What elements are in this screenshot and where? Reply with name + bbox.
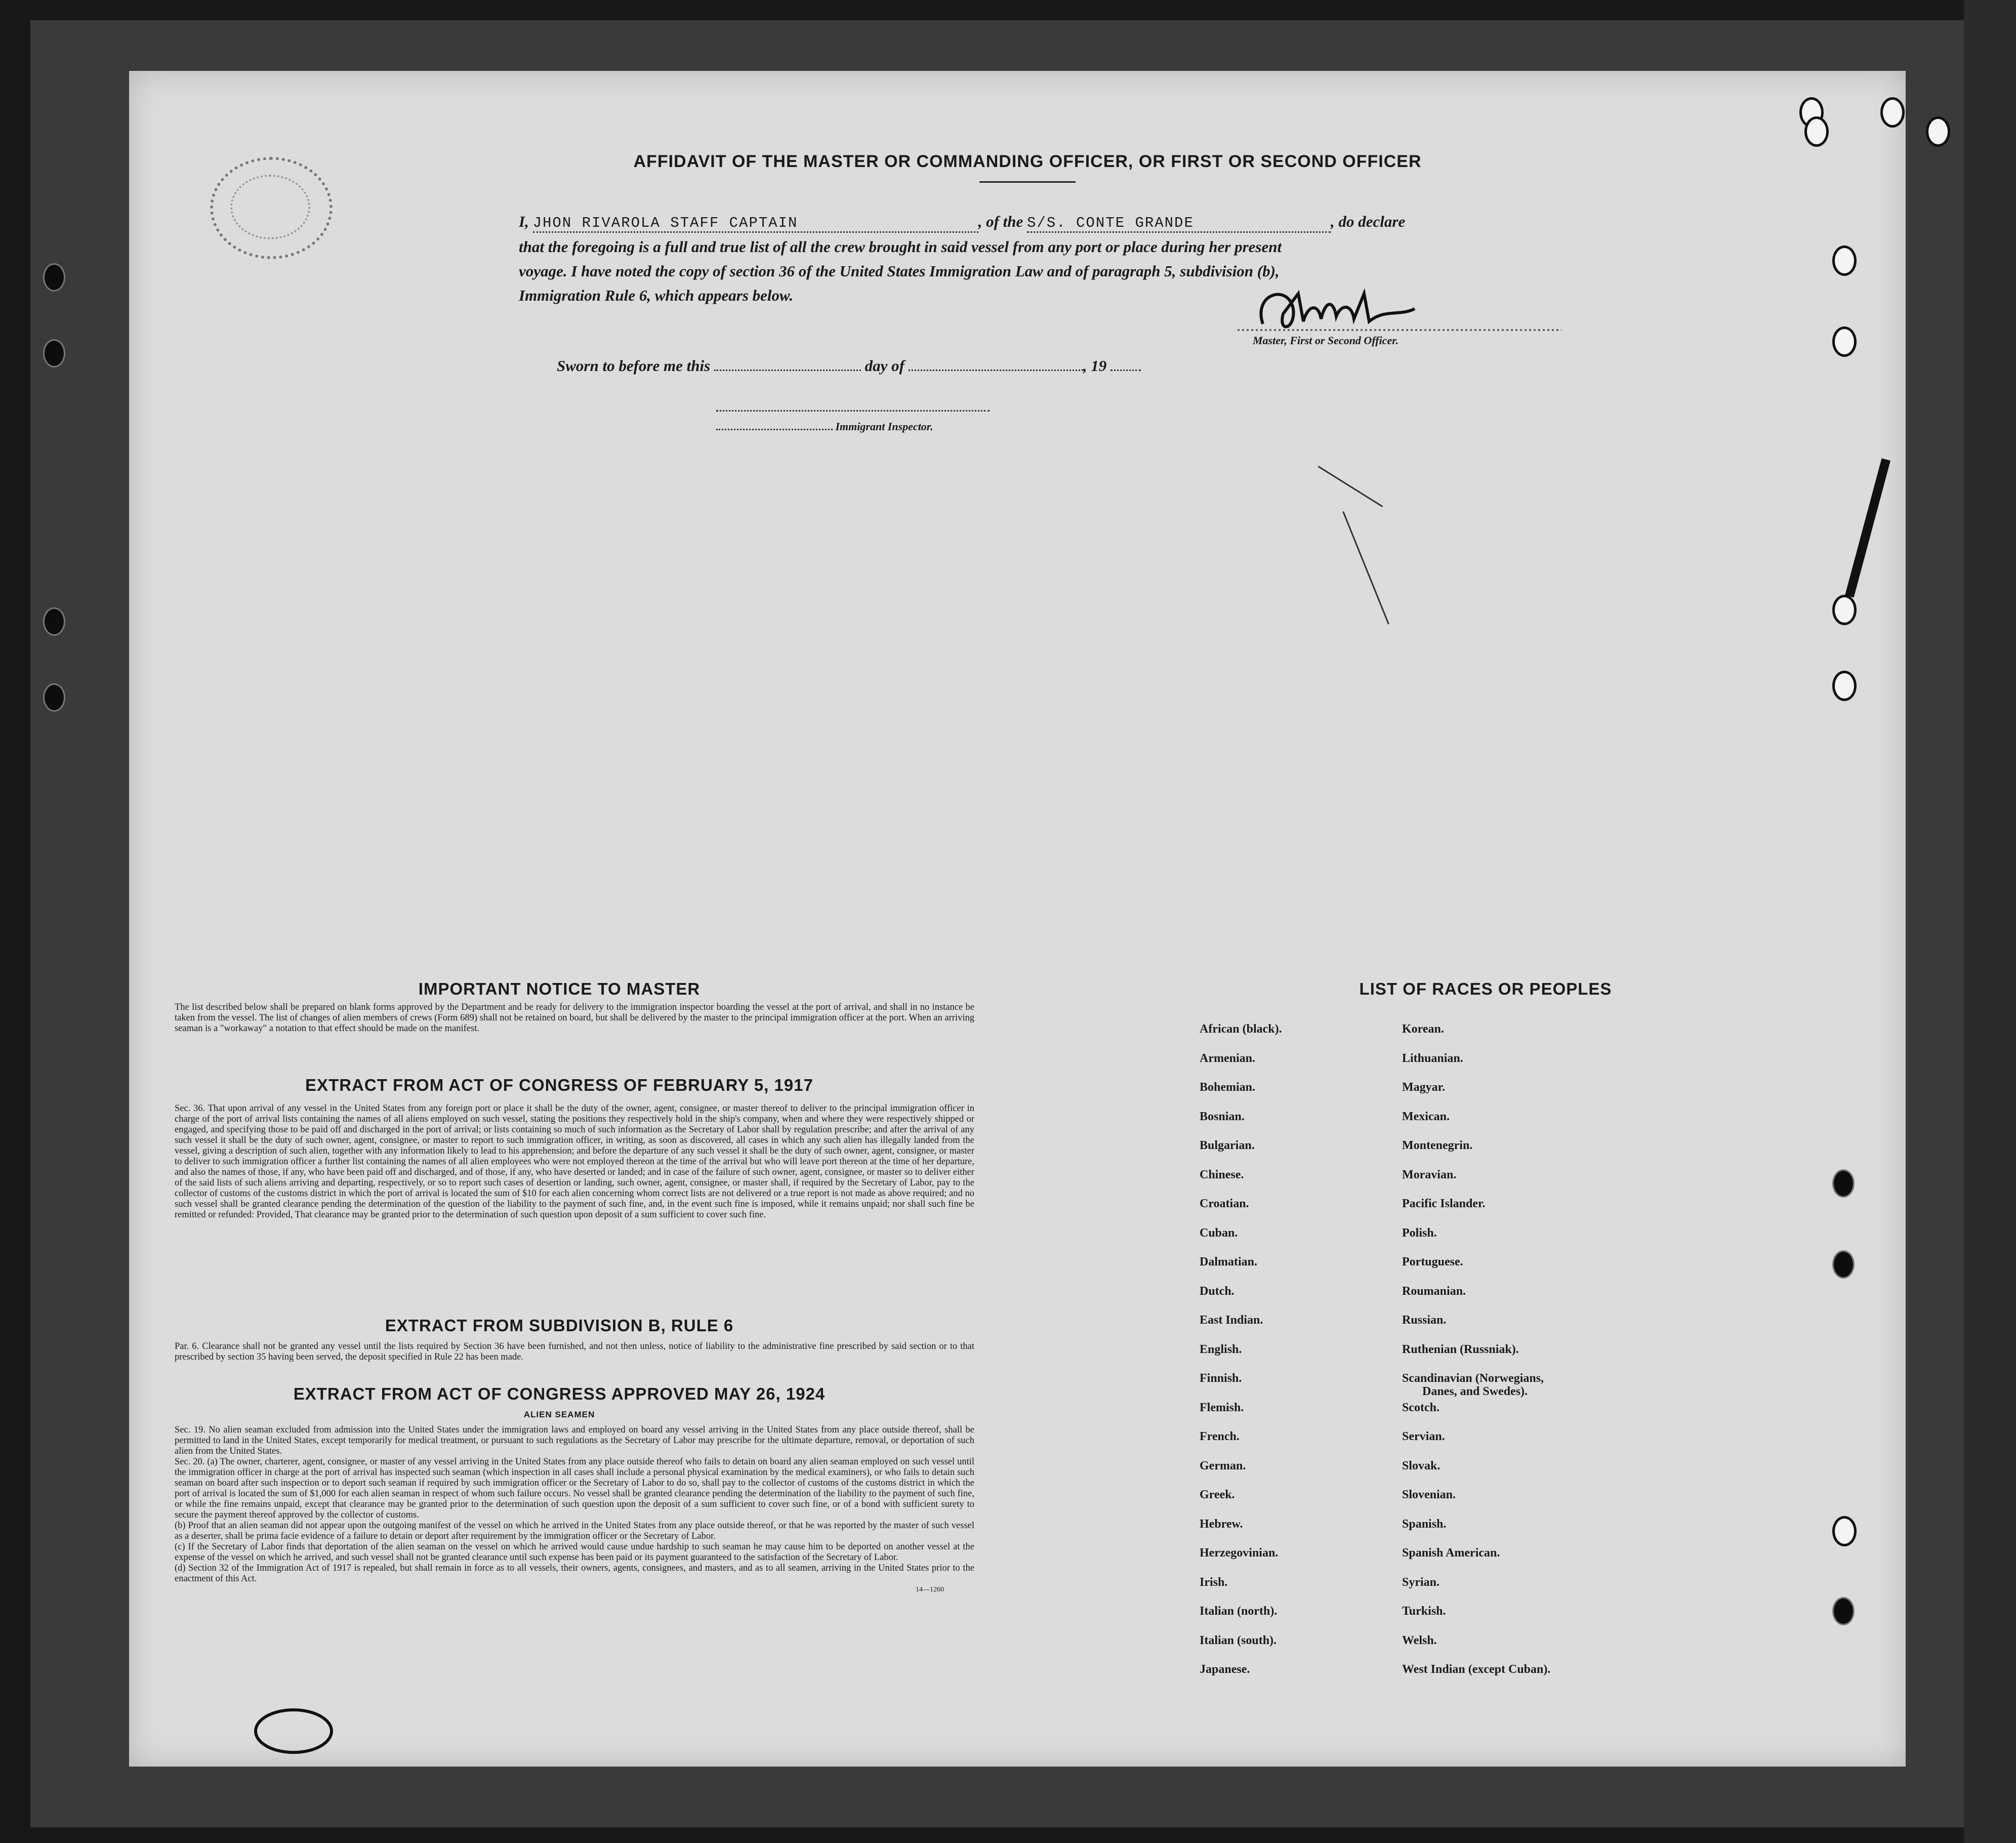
sworn-line	[557, 357, 1141, 375]
race-item: Bohemian.	[1200, 1081, 1256, 1094]
vessel-name: S/S. CONTE GRANDE	[1027, 215, 1194, 231]
officer-name: JHON RIVAROLA STAFF CAPTAIN	[532, 215, 798, 231]
extract-1924-body	[175, 1425, 974, 1595]
race-item: Chinese.	[1200, 1168, 1244, 1181]
race-item: Herzegovinian.	[1200, 1546, 1279, 1560]
extract-1924-subtitle: ALIEN SEAMEN	[523, 1410, 595, 1419]
form-number: 14—1260	[916, 1586, 944, 1593]
punch-hole	[1832, 245, 1857, 276]
race-item: Slovak.	[1402, 1459, 1441, 1472]
race-item: Spanish.	[1402, 1517, 1447, 1531]
race-item: West Indian (except Cuban).	[1402, 1663, 1551, 1676]
punch-hole	[43, 339, 65, 367]
race-item: Scandinavian (Norwegians,	[1402, 1372, 1544, 1385]
affidavit-line-4: Immigration Rule 6, which appears below.	[519, 286, 794, 304]
races-right-column	[1402, 1022, 1807, 1772]
race-item: Dalmatian.	[1200, 1255, 1257, 1268]
punch-hole	[43, 683, 65, 712]
affidavit-line-1	[519, 213, 1405, 233]
punch-hole	[1832, 595, 1857, 625]
race-item: Croatian.	[1200, 1197, 1249, 1210]
race-item: Irish.	[1200, 1575, 1228, 1589]
affidavit-line-3: voyage. I have noted the copy of section 36 of the United States Immigration Law and of paragraph 5, subdivision (b),	[519, 262, 1280, 280]
race-item: Armenian.	[1200, 1051, 1255, 1065]
race-item: German.	[1200, 1459, 1246, 1472]
race-item: Cuban.	[1200, 1226, 1238, 1240]
sworn-day-field	[714, 370, 861, 371]
race-item: Mexican.	[1402, 1110, 1450, 1123]
year-prefix: , 19	[1083, 357, 1107, 375]
inspector-caption: Immigrant Inspector.	[835, 420, 933, 433]
race-item: Italian (north).	[1200, 1605, 1278, 1618]
sworn-prefix: Sworn to before me this	[557, 357, 711, 375]
punch-hole	[1832, 326, 1857, 357]
manifest-back-page	[129, 71, 1906, 1767]
vessel-name-field	[1027, 213, 1331, 233]
race-item: Servian.	[1402, 1430, 1445, 1443]
extract-1917-title: EXTRACT FROM ACT OF CONGRESS OF FEBRUARY 5, 1917	[305, 1076, 813, 1094]
race-item: Scotch.	[1402, 1401, 1439, 1414]
race-item: Ruthenian (Russniak).	[1402, 1342, 1519, 1356]
race-item: Roumanian.	[1402, 1284, 1466, 1298]
extract-1924-title: EXTRACT FROM ACT OF CONGRESS APPROVED MAY 26, 1924	[293, 1384, 826, 1403]
punch-hole	[1832, 1250, 1855, 1279]
race-item: Turkish.	[1402, 1605, 1446, 1618]
officer-signature	[1232, 273, 1597, 344]
hand-drawn-circle	[245, 1701, 347, 1762]
punch-hole	[1832, 671, 1857, 701]
race-item: Magyar.	[1402, 1081, 1446, 1094]
officer-name-field	[533, 213, 978, 233]
race-item: Welsh.	[1402, 1633, 1437, 1647]
race-item: Finnish.	[1200, 1372, 1242, 1385]
notice-body: The list described below shall be prepared on blank forms approved by the Department and be ready for delivery to the immigration inspector boarding the vessel at the port of arrival, and shall in no instance be taken from the vessel. The list of changes of alien members of crews (Form 689) shall not be retained on board, but shall be delivered by the master to the principal immigration officer at the port. When an arriving seaman is a "workaway" a notation to that effect should be made on the manifest.	[175, 1002, 974, 1034]
race-item: Slovenian.	[1402, 1488, 1456, 1501]
of-the-text: , of the	[978, 213, 1023, 230]
title-underline	[979, 181, 1076, 183]
race-item: French.	[1200, 1430, 1240, 1443]
extract-1924-para-5: (d) Section 32 of the Immigration Act of 1917 is repealed, but shall remain in force as to all vessels, their owners, agents, consignees, and masters, and as to all seamen, arriving in the United States prior to the enactment of this Act.	[175, 1563, 974, 1584]
inspector-line-group	[716, 420, 933, 433]
stray-mark	[1318, 466, 1383, 507]
race-item: Syrian.	[1402, 1575, 1440, 1589]
punch-hole	[43, 607, 65, 636]
race-item: East Indian.	[1200, 1314, 1263, 1327]
extract-1917-body: Sec. 36. That upon arrival of any vessel in the United States from any foreign port or place it shall be the duty of the owner, agent, consignee, or master thereof to deliver to the principal immigration officer in charge of the port of arrival lists containing the names of all aliens employed on such vessel, stating the positions they respectively hold in the ship's company, when and where they were respectively shipped or engaged, and specifying those to be paid off and discharged in the port of arrival; or lists containing so much of such information as the Secretary of Labor shall by regulation prescribe; and after the arrival of any such vessel it shall be the duty of such owner, agent, consignee, or master to report to such immigration officer, in writing, as soon as discovered, all cases in which any such alien has illegally landed from the vessel, giving a description of such alien, together with any information likely to lead to his apprehension; and before the departure of any such vessel it shall be the duty of such owner, agent, consignee, or master to deliver to such immigration officer a further list containing the names of all alien employees who were not employed thereon at the time of the arrival but who will leave port thereon at the time of her departure, and also the names of those, if any, who have been paid off and discharged, and of those, if any, who have deserted or landed; and in case of the failure of such owner, agent, consignee, or master so to deliver either of the said lists of such aliens arriving and departing, respectively, or so to report such cases of desertion or landing, such owner, agent, consignee, or master shall, if required by the Secretary of Labor, pay to the collector of customs of the customs district in which the port of arrival is located the sum of $10 for each alien concerning whom correct lists are not delivered or a true report is not made as above required; and no such vessel shall be granted clearance pending the determination of the question of the liability to the payment of such fine, and, in the event such fine is imposed, while it remains unpaid; nor shall such fine be remitted or refunded: Provided, That clearance may be granted prior to the determination of such question upon deposit of a sum sufficient to cover such fine.	[175, 1103, 974, 1220]
affidavit-title: AFFIDAVIT OF THE MASTER OR COMMANDING OFFICER, OR FIRST OR SECOND OFFICER	[633, 152, 1422, 171]
declare-text: , do declare	[1331, 213, 1406, 230]
punch-hole	[1804, 116, 1829, 147]
extract-1924-para-3: (b) Proof that an alien seaman did not appear upon the outgoing manifest of the vessel on which he arrived in the United States from any place outside thereof, or that he was reported by the master of such vessel as a deserter, shall be prima facie evidence of a failure to detain or deport after requirement by the immigration officer or the Secretary of Labor.	[175, 1521, 974, 1541]
race-item: Polish.	[1402, 1226, 1437, 1240]
day-of-text: day of	[865, 357, 904, 375]
notice-title: IMPORTANT NOTICE TO MASTER	[418, 979, 701, 998]
punch-hole	[1880, 97, 1905, 128]
race-item: Montenegrin.	[1402, 1139, 1473, 1152]
punch-hole	[1832, 1169, 1855, 1198]
subdivision-b-title: EXTRACT FROM SUBDIVISION B, RULE 6	[385, 1316, 734, 1335]
punch-hole	[43, 263, 65, 292]
race-item: Bulgarian.	[1200, 1139, 1255, 1152]
race-item: African (black).	[1200, 1022, 1282, 1036]
stray-mark	[1342, 511, 1389, 625]
ink-stamp-inner	[230, 175, 310, 239]
punch-hole	[1926, 116, 1950, 147]
race-item: Flemish.	[1200, 1401, 1244, 1414]
affidavit-prefix: I,	[519, 213, 529, 230]
stray-mark	[1845, 458, 1890, 597]
race-item: Greek.	[1200, 1488, 1235, 1501]
punch-hole	[1832, 1516, 1857, 1546]
inspector-dots	[716, 429, 833, 430]
race-item: Portuguese.	[1402, 1255, 1463, 1268]
race-item: Italian (south).	[1200, 1633, 1277, 1647]
subdivision-b-body: Par. 6. Clearance shall not be granted any vessel until the lists required by Section 36 have been furnished, and not then unless, notice of liability to the administrative fine prescribed by said section or to that prescribed by section 35 having been served, the deposit specified in Rule 22 has been made.	[175, 1341, 974, 1362]
race-item: Lithuanian.	[1402, 1051, 1463, 1065]
sworn-year-field	[1110, 370, 1141, 371]
inspector-signature-line	[716, 410, 990, 412]
race-item: Korean.	[1402, 1022, 1444, 1036]
race-item: Japanese.	[1200, 1663, 1250, 1676]
sworn-month-field	[909, 370, 1083, 371]
race-item: Spanish American.	[1402, 1546, 1500, 1560]
page-edge-strip	[1964, 0, 2016, 1843]
extract-1924-para-4: (c) If the Secretary of Labor finds that deportation of the alien seaman on the vessel on which he arrived would cause undue hardship to such seaman he may cause him to be deported on another vessel at the expense of the vessel on which he arrived, and such vessel shall not be granted clearance until such expense has been paid or its payment guaranteed to the satisfaction of the Secretary of Labor.	[175, 1542, 974, 1563]
race-item: Hebrew.	[1200, 1517, 1243, 1531]
race-item: Pacific Islander.	[1402, 1197, 1486, 1210]
punch-hole	[1832, 1597, 1855, 1625]
race-item: Dutch.	[1200, 1284, 1235, 1298]
affidavit-line-2: that the foregoing is a full and true list of all the crew brought in said vessel from any port or place during her present	[519, 238, 1282, 256]
races-title: LIST OF RACES OR PEOPLES	[1359, 979, 1612, 998]
race-item: English.	[1200, 1342, 1242, 1356]
extract-1924-para-1: Sec. 19. No alien seaman excluded from admission into the United States under the immigration laws and employed on board any vessel arriving in the United States from any place outside thereof, shall be permitted to land in the United States, except temporarily for medical treatment, or pursuant to such regulations as the Secretary of Labor may prescribe for the ultimate departure, removal, or deportation of such alien from the United States.	[175, 1425, 974, 1456]
race-item: Bosnian.	[1200, 1110, 1245, 1123]
extract-1924-para-2: Sec. 20. (a) The owner, charterer, agent, consignee, or master of any vessel arriving in the United States from any place outside thereof who fails to detain on board any alien seaman employed on such vessel until the immigration officer in charge at the port of arrival has inspected such seaman (which inspection in all cases shall include a personal physical examination by the medical examiners), or who fails to detain such seaman on board after such inspection or to deport such seaman if required by such immigration officer or the Secretary of Labor to do so, shall pay to the collector of customs of the customs district in which the port of arrival is located the sum of $1,000 for each alien seaman in respect of whom such failure occurs. No vessel shall be granted clearance pending the determination of the liability to the payment of such fine, or while the fine remains unpaid, except that clearance may be granted prior to the determination of such question upon the deposit of a sum sufficient to cover such fine, or of a bond with sufficient surety to secure the payment thereof approved by the collector of customs.	[175, 1457, 974, 1520]
race-item: Moravian.	[1402, 1168, 1457, 1181]
signature-caption: Master, First or Second Officer.	[1253, 334, 1399, 347]
race-item: Danes, and Swedes).	[1422, 1385, 1528, 1398]
race-item: Russian.	[1402, 1314, 1447, 1327]
